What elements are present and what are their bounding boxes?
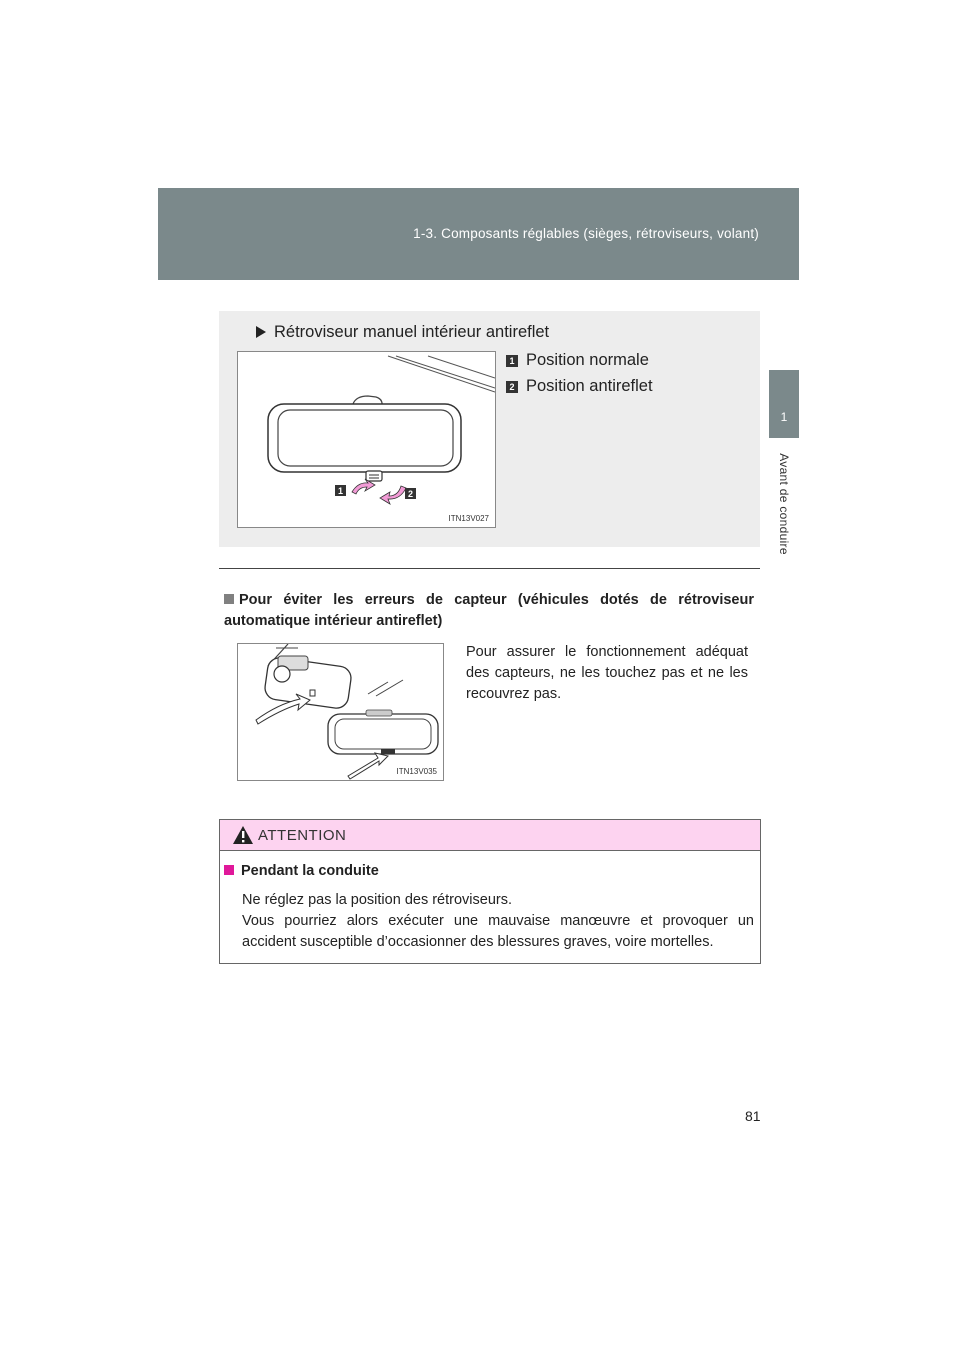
- illustration-code: ITN13V035: [396, 767, 437, 776]
- warning-title: ATTENTION: [258, 827, 347, 844]
- panel-title: Rétroviseur manuel intérieur antireflet: [256, 323, 549, 342]
- warning-box: [219, 819, 761, 964]
- warning-text: [242, 890, 754, 953]
- page-header: [158, 188, 799, 280]
- section-heading: Pour éviter les erreurs de capteur (véhicules dotés de rétroviseur automatique intérieur antireflet): [224, 592, 754, 629]
- mirror-illustration: [237, 351, 496, 528]
- mirror-panel: [219, 311, 760, 547]
- square-bullet-icon: [224, 865, 234, 875]
- warning-line: Ne réglez pas la position des rétroviseurs.: [242, 892, 512, 908]
- svg-text:2: 2: [407, 489, 414, 499]
- illustration-code: ITN13V027: [448, 514, 489, 523]
- section-breadcrumb: 1-3. Composants réglables (sièges, rétroviseurs, volant): [413, 226, 759, 241]
- warning-triangle-icon: [232, 825, 254, 845]
- page-number: 81: [745, 1108, 761, 1124]
- section-body: Pour assurer le fonctionnement adéquat des capteurs, ne les touchez pas et ne les recouvrez pas.: [466, 644, 748, 702]
- svg-text:1: 1: [337, 486, 344, 496]
- chapter-number: 1: [780, 410, 788, 424]
- triangle-bullet-icon: [256, 326, 266, 338]
- number-badge-icon: 2: [506, 381, 518, 393]
- warning-header: [220, 820, 760, 851]
- square-bullet-icon: [224, 594, 234, 604]
- position-item-normal: 1 Position normale: [506, 351, 649, 370]
- divider: [219, 568, 760, 569]
- number-badge-icon: 1: [506, 355, 518, 367]
- warning-line: Vous pourriez alors exécuter une mauvaise manœuvre et provoquer un accident susceptible d’occasionner des blessures graves, voire mortelles.: [242, 913, 754, 950]
- sensor-illustration: [237, 643, 444, 781]
- warning-subheading: Pendant la conduite: [224, 863, 379, 879]
- mirror-sensor-icon: [238, 644, 443, 780]
- rearview-mirror-icon: [238, 352, 495, 527]
- chapter-label: Avant de conduire: [777, 453, 791, 555]
- chapter-tab: [769, 370, 799, 438]
- position-item-antiglare: 2 Position antireflet: [506, 377, 653, 396]
